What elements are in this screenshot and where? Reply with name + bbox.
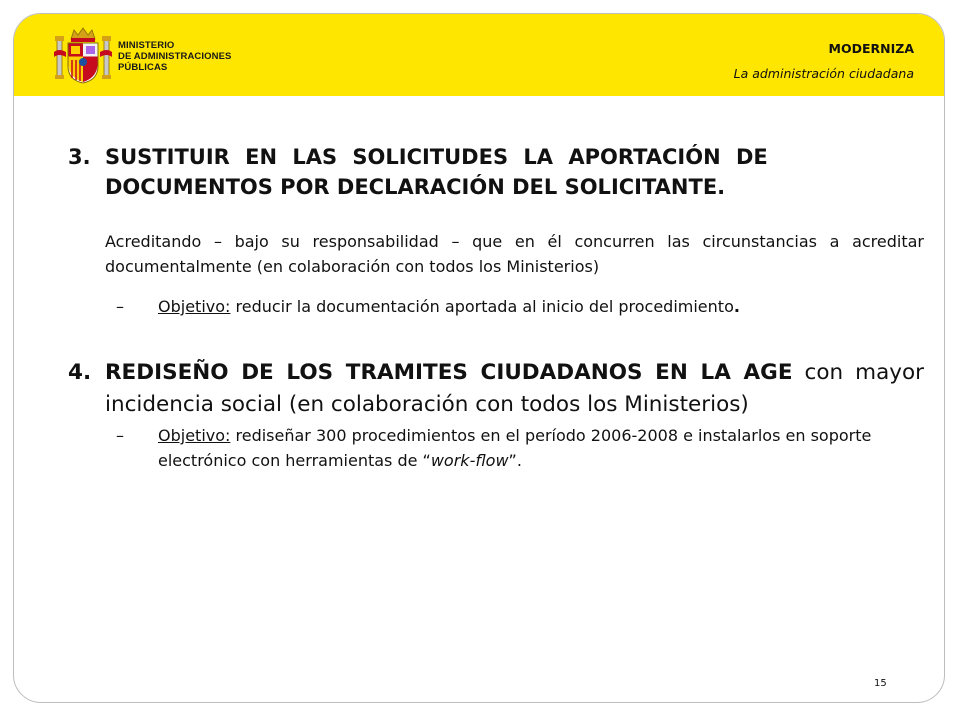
- objective-label: Objetivo:: [158, 297, 231, 316]
- section-3-objective: [68, 294, 924, 319]
- section-number: 4.: [68, 360, 92, 385]
- section-3-title: SUSTITUIR EN LAS SOLICITUDES LA APORTACIÓN DE: [105, 145, 768, 169]
- brand-block: [734, 41, 914, 81]
- objective-label: Objetivo:: [158, 426, 231, 445]
- section-4-heading: [68, 357, 924, 421]
- slide: [13, 13, 945, 703]
- objective-italic: work-flow: [430, 451, 509, 470]
- section-3-heading: [68, 142, 924, 202]
- section-number: 3.: [68, 145, 91, 169]
- objective-text: reducir la documentación aportada al inicio del procedimiento: [230, 297, 734, 316]
- ministry-name: [118, 40, 231, 73]
- section-3-title-line2: DOCUMENTOS POR DECLARACIÓN DEL SOLICITANTE.: [105, 175, 726, 199]
- section-3-body: Acreditando – bajo su responsabilidad – que en él concurren las circunstancias a acreditar documentalmente (en colaboración con todos los Ministerios): [105, 232, 924, 276]
- section-4-title: REDISEÑO DE LOS TRAMITES CIUDADANOS EN LA AGE: [105, 360, 793, 385]
- section-4-objective: [68, 423, 924, 473]
- objective-end: ”.: [508, 451, 522, 470]
- section-4-title-rest: con mayor incidencia social (en colaboración con todos los Ministerios): [105, 360, 924, 417]
- page-number: 15: [874, 678, 887, 689]
- ministry-name-line: MINISTERIO: [118, 39, 175, 51]
- brand-name: MODERNIZA: [828, 41, 914, 56]
- objective-end: .: [733, 297, 740, 316]
- coat-of-arms-icon: [54, 26, 112, 86]
- bullet-dash: –: [116, 426, 124, 445]
- header-band: [14, 14, 944, 96]
- brand-tagline: La administración ciudadana: [733, 66, 914, 81]
- objective-text: rediseñar 300 procedimientos en el período 2006-2008 e instalarlos en soporte electrónico con herramientas de “: [158, 426, 872, 470]
- ministry-name-line: PÚBLICAS: [118, 61, 168, 73]
- ministry-logo: [54, 26, 231, 86]
- slide-content: [68, 142, 924, 473]
- ministry-name-line: DE ADMINISTRACIONES: [118, 50, 232, 62]
- bullet-dash: –: [116, 297, 124, 316]
